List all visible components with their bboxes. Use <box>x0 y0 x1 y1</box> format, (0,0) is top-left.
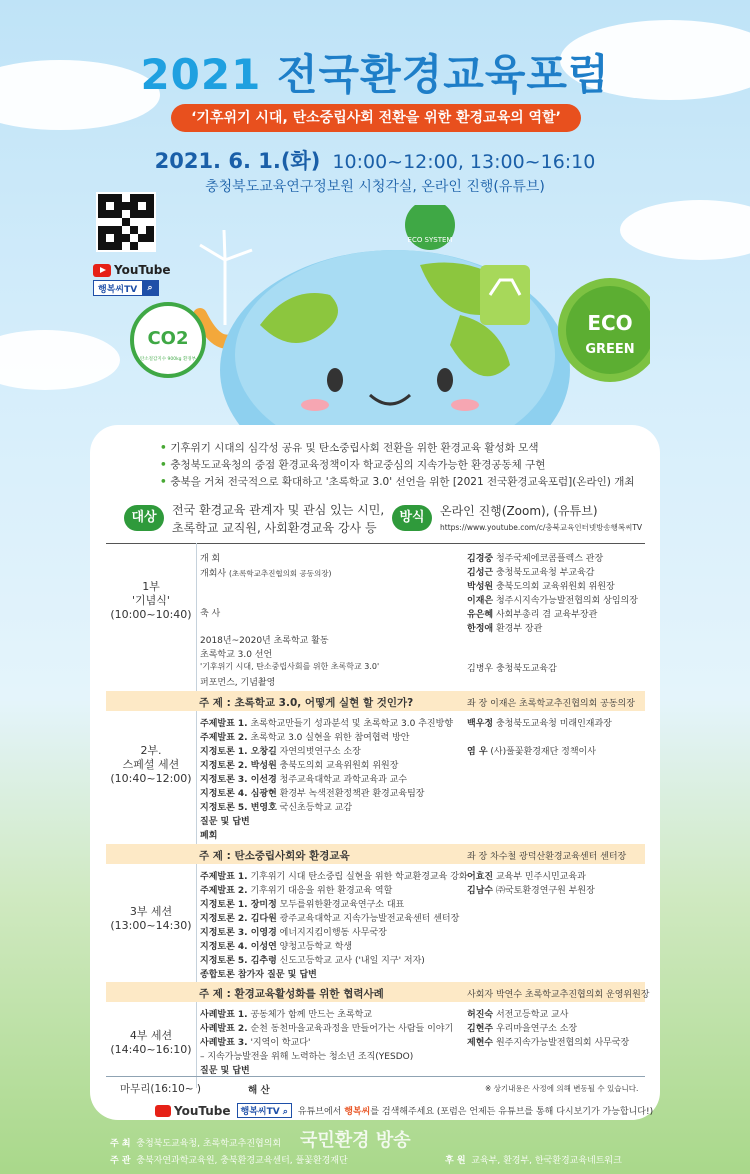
p1-person: 유은혜 사회부총리 겸 교육부장관 <box>467 610 598 620</box>
program-item: 질문 및 답변 <box>200 1066 250 1076</box>
objective-item: • 충청북도교육청의 중점 환경교육정책이자 학교중심의 지속가능한 환경공동체 구현 <box>160 457 634 474</box>
part3-chair: 좌 장 차수철 광덕산환경교육센터 센터장 <box>467 852 627 862</box>
event-datetime: 2021. 6. 1.(화) 10:00~12:00, 13:00~16:10 <box>154 149 596 173</box>
organizer-line: 주 관 충북자연과학교육원, 충북환경교육센터, 풀꽃환경재단 <box>110 1156 348 1166</box>
youtube-play-icon <box>155 1105 171 1117</box>
program-item: 주제발표 1. 기후위기 시대 탄소중립 실현을 위한 학교환경교육 강화 <box>200 872 468 882</box>
p2-person: 백우정 충청북도교육청 미래인재과장 <box>467 719 612 729</box>
search-instruction: 유튜브에서 행복씨를 검색해주세요 (포럼은 언제든 유튜브를 통해 다시보기가 가능합니다!) <box>297 1107 654 1117</box>
method-pill: 방식 <box>392 505 432 531</box>
program-item: 질문 및 답변 <box>200 817 250 827</box>
subtitle-banner: ‘기후위기 시대, 탄소중립사회 전환을 위한 환경교육의 역할’ <box>171 104 581 132</box>
declaration-label: 초록학교 3.0 선언 <box>200 650 273 660</box>
part4-theme-band <box>106 982 650 1002</box>
p1-person: 김성근 충청북도교육청 부교육감 <box>467 568 595 578</box>
p1-person: 이재은 청주시지속가능발전협의회 상임의장 <box>467 596 638 606</box>
program-item: 주제발표 2. 기후위기 대응을 위한 환경교육 역할 <box>200 886 393 896</box>
program-item: 지정토론 2. 박성원 충북도의회 교육위원회 위원장 <box>200 761 399 771</box>
part3-theme: 주 제 : 탄소중립사회와 환경교육 <box>199 850 350 862</box>
program-item: 지정토론 3. 이영경 에너지지킴이행동 사무국장 <box>200 928 387 938</box>
eco-label: ECO <box>587 311 633 335</box>
program-item: 주제발표 1. 초록학교만들기 성과분석 및 초록학교 3.0 추진방향 <box>200 719 453 729</box>
program-item: 지정토론 2. 김다원 광주교육대학교 지속가능발전교육센터 센터장 <box>200 914 460 924</box>
program-item: 사례발표 2. 순천 동천마을교육과정을 만들어가는 사람들 이야기 <box>200 1024 454 1034</box>
program-item: 지정토론 4. 심광현 환경부 녹색전환정책관 환경교육팀장 <box>200 789 425 799</box>
program-item: 사례발표 3. '지역이 학교다' <box>200 1038 311 1048</box>
opening-speech: 개회사 (초록학교추진협의회 공동의장) <box>200 569 332 579</box>
part1-label: 1부 '기념식' (10:00~10:40) <box>110 580 192 621</box>
page-title: 2021 전국환경교육포럼 <box>140 50 610 99</box>
opening-label: 개 회 <box>200 554 221 564</box>
part2-label: 2부. 스페셜 세션 (10:40~12:00) <box>110 744 192 785</box>
objective-item: • 충북을 거쳐 전국적으로 확대하고 '초록학교 3.0' 선언을 위한 [2021 전국환경교육포럼](온라인) 개최 <box>160 474 634 491</box>
search-instruction-bar <box>155 1103 653 1118</box>
objective-item: • 기후위기 시대의 심각성 공유 및 탄소중립사회 전환을 위한 환경교육 활성화 모색 <box>160 440 634 457</box>
objectives-list <box>160 440 634 491</box>
cloud <box>0 330 120 390</box>
green-label: GREEN <box>585 342 635 357</box>
sponsor-line: 후 원 교육부, 환경부, 한국환경교육네트워크 <box>445 1156 622 1166</box>
search-icon: ⌕ <box>142 281 158 295</box>
earth-illustration <box>140 205 650 440</box>
p3-person: 어효진 교육부 민주시민교육과 <box>467 872 586 882</box>
p4-person: 제현수 원주지속가능발전협의회 사무국장 <box>467 1038 630 1048</box>
part4-theme: 주 제 : 환경교육활성화를 위한 협력사례 <box>199 988 384 1000</box>
part4-label: 4부 세션 (14:40~16:10) <box>110 1029 192 1056</box>
congrats-label: 축 사 <box>200 609 221 619</box>
p1-declarer: 김병우 충청북도교육감 <box>467 664 557 674</box>
closing-text: 해 산 <box>248 1085 270 1096</box>
program-item: 지정토론 5. 변영호 국신초등학교 교감 <box>200 803 353 813</box>
program-item: 사례발표 1. 공동체가 함께 만드는 초록학교 <box>200 1010 373 1020</box>
declaration-sub: '기후위기 시대, 탄소중립사회를 위한 초록학교 3.0' <box>200 662 380 671</box>
part2-theme: 주 제 : 초록학교 3.0, 어떻게 실현 할 것인가? <box>199 697 414 709</box>
activity-label: 2018년~2020년 초록학교 활동 <box>200 636 329 646</box>
host-line: 주 최 충청북도교육청, 초록학교추진협의회 <box>110 1139 282 1149</box>
p3-person: 김남수 ㈜국토환경연구원 부원장 <box>467 886 595 896</box>
p1-person: 박성원 충북도의회 교육위원회 위원장 <box>467 582 615 592</box>
part3-label: 3부 세션 (13:00~14:30) <box>110 905 192 932</box>
method-text: 온라인 진행(Zoom), (유튜브) <box>440 504 598 518</box>
part2-theme-band <box>106 691 645 711</box>
program-item: 지정토론 1. 장미정 모두를위한환경교육연구소 대표 <box>200 900 405 910</box>
p1-person: 한정애 환경부 장관 <box>467 624 543 634</box>
program-item: 지정토론 5. 김추령 신도고등학교 교사 ('내일 지구' 저자) <box>200 956 425 966</box>
closing-note: ※ 상기내용은 사정에 의해 변동될 수 있습니다. <box>485 1084 639 1093</box>
part2-chair: 좌 장 이재은 초록학교추진협의회 공동의장 <box>467 699 635 709</box>
program-item: 지정토론 3. 이선경 청주교육대학교 과학교육과 교수 <box>200 775 408 785</box>
part3-theme-band <box>106 844 645 864</box>
channel-search-box[interactable]: 행복씨TV ⌕ <box>93 280 159 296</box>
p4-person: 허진숙 서전고등학교 교사 <box>467 1010 569 1020</box>
p2-person: 염 우 (사)풀꽃환경재단 정책이사 <box>467 747 596 757</box>
eco-system-label: ECO SYSTEM <box>407 236 453 244</box>
target-text: 전국 환경교육 관계자 및 관심 있는 시민, 초록학교 교직원, 사회환경교육 강사 등 <box>172 503 385 535</box>
co2-badge <box>128 300 208 380</box>
divider <box>106 1076 645 1077</box>
program-item: 종합토론 참가자 질문 및 답변 <box>200 970 317 980</box>
svg-text:탄소절감지수 900kg 환경부: 탄소절감지수 900kg 환경부 <box>139 357 197 362</box>
search-icon: ⌕ <box>282 1107 288 1117</box>
program-item: – 지속가능발전을 위해 노력하는 청소년 조직(YESDO) <box>200 1052 414 1062</box>
closing-label: 마무리(16:10~ ) <box>120 1083 202 1095</box>
program-item: 폐회 <box>200 831 218 841</box>
p1-person: 김경중 청주국제에코콤플렉스 관장 <box>467 554 604 564</box>
target-pill: 대상 <box>124 505 164 531</box>
event-place: 충청북도교육연구정보원 시청각실, 온라인 진행(유튜브) <box>205 179 545 195</box>
program-item: 주제발표 2. 초록학교 3.0 실현을 위한 참여협력 방안 <box>200 733 410 743</box>
program-item: 지정토론 1. 오창길 자연의벗연구소 소장 <box>200 747 361 757</box>
divider <box>106 543 645 544</box>
part4-chair: 사회자 박연수 초록학교추진협의회 운영위원장 <box>467 990 650 1000</box>
svg-text:CO2: CO2 <box>147 328 189 349</box>
youtube-logo: YouTube <box>155 1104 231 1118</box>
youtube-logo: YouTube <box>93 263 171 277</box>
program-item: 지정토론 4. 이성연 양청고등학교 학생 <box>200 942 353 952</box>
channel-search-box[interactable]: 행복씨TV ⌕ <box>237 1103 292 1118</box>
youtube-play-icon <box>93 264 111 277</box>
p4-person: 김현주 우리마을연구소 소장 <box>467 1024 578 1034</box>
method-url[interactable]: https://www.youtube.com/c/충북교육인터넷방송행복씨TV <box>440 523 643 532</box>
broadcaster-watermark: 국민환경 방송 <box>300 1130 411 1151</box>
performance-label: 퍼포먼스, 기념촬영 <box>200 678 276 688</box>
divider <box>196 543 197 1088</box>
